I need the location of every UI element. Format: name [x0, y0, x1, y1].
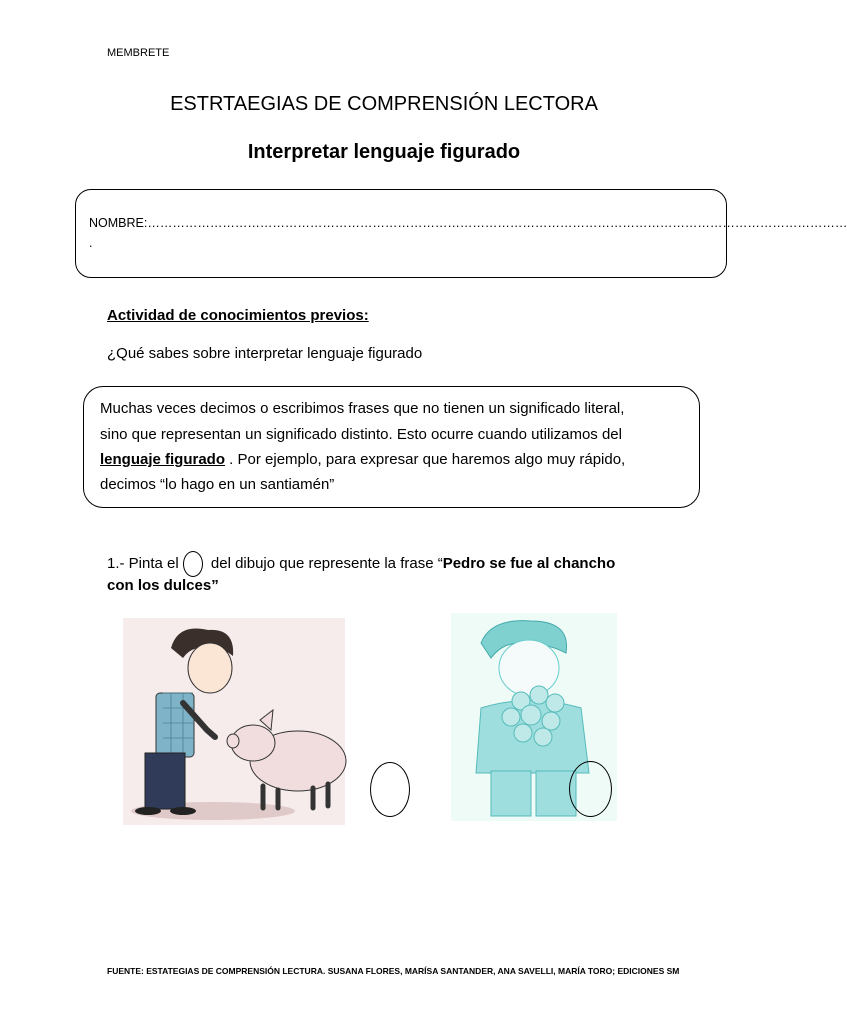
activity-heading: Actividad de conocimientos previos:: [107, 307, 369, 324]
info-line-4: decimos “lo hago en un santiamén”: [100, 476, 335, 493]
boy-face: [188, 643, 232, 693]
info-line-3-rest: . Por ejemplo, para expresar que haremos algo muy rápido,: [225, 451, 626, 468]
boy-shoe-left: [135, 807, 161, 815]
boy-pants: [145, 753, 185, 809]
name-field[interactable]: NOMBRE:……………………………………………………………………………………………………………………………………………………: [89, 216, 847, 230]
inline-oval-icon: [183, 551, 203, 577]
exercise-prefix: 1.- Pinta el: [107, 554, 179, 572]
boy-pants-left: [491, 771, 531, 816]
page-subtitle: Interpretar lenguaje figurado: [247, 141, 521, 163]
name-field-trailing-dot: .: [89, 236, 93, 250]
answer-oval-left[interactable]: [370, 762, 410, 817]
info-line-2: sino que representan un significado distinto. Esto ocurre cuando utilizamos del: [100, 426, 622, 443]
name-box: [75, 189, 847, 278]
exercise-prompt: [107, 551, 615, 577]
boy-shoe-right: [170, 807, 196, 815]
exercise-middle: del dibujo que represente la frase “: [206, 554, 443, 572]
boy-face: [499, 640, 559, 696]
page-title: ESTRTAEGIAS DE COMPRENSIÓN LECTORA: [170, 93, 598, 115]
exercise-phrase: Pedro se fue al chancho: [442, 554, 616, 572]
figurative-term: lenguaje figurado: [100, 451, 226, 468]
boy-with-pig-illustration: [123, 618, 345, 825]
letterhead: MEMBRETE: [107, 47, 170, 59]
info-line-3: [100, 451, 625, 468]
exercise-phrase-continued: con los dulces”: [107, 577, 219, 594]
info-line-1: Muchas veces decimos o escribimos frases que no tienen un significado literal,: [100, 400, 625, 417]
answer-oval-right[interactable]: [569, 761, 612, 817]
boy-shirt: [156, 693, 194, 757]
source-footer: FUENTE: ESTATEGIAS DE COMPRENSIÓN LECTURA. SUSANA FLORES, MARÍSA SANTANDER, ANA SAVELLI, MARÍA TORO; EDICIONES SM: [107, 966, 680, 976]
activity-question: ¿Qué sabes sobre interpretar lenguaje figurado: [107, 345, 423, 362]
pig-snout: [227, 734, 239, 748]
